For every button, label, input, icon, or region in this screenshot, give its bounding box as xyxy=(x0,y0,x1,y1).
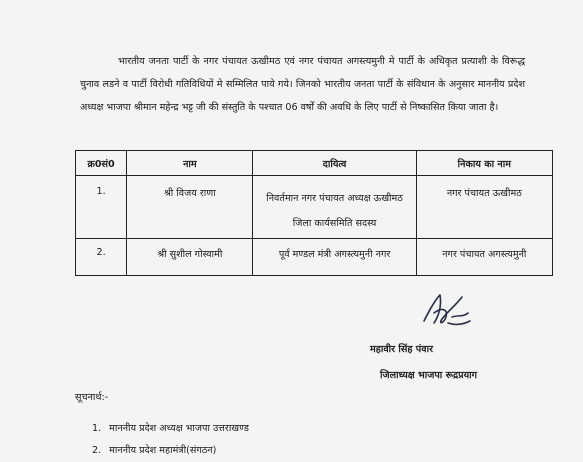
copy-to-list xyxy=(92,418,249,462)
row-serial: 2. xyxy=(76,239,127,276)
header-role: दायित्व xyxy=(253,151,416,176)
row-name: श्री विजय राणा xyxy=(127,176,253,239)
list-item-number: 1. xyxy=(92,423,102,434)
row-role-line: निवर्तमान नगर पंचायत अध्यक्ष ऊखीमठ xyxy=(266,193,403,204)
notice-heading: सूचनार्थ:- xyxy=(75,392,109,403)
list-item-text: माननीय प्रदेश महामंत्री(संगठन) xyxy=(109,445,217,456)
table-header-row xyxy=(76,151,553,176)
row-name: श्री सुशील गोस्वामी xyxy=(127,239,253,276)
table-row xyxy=(76,239,553,276)
row-serial: 1. xyxy=(76,176,127,239)
row-role xyxy=(253,239,416,276)
header-serial: क्र0सं0 xyxy=(76,151,127,176)
row-body: नगर पंचायत ऊखीमठ xyxy=(416,176,552,239)
list-item-text: माननीय प्रदेश अध्यक्ष भाजपा उत्तराखण्ड xyxy=(109,423,249,434)
list-item xyxy=(92,440,249,462)
list-item xyxy=(92,418,249,440)
row-role-line: जिला कार्यसमिति सदस्य xyxy=(292,218,377,229)
header-name: नाम xyxy=(127,151,253,176)
row-body: नगर पंचायत अगस्त्यमुनी xyxy=(416,239,552,276)
letter-paragraph: भारतीय जनता पार्टी के नगर पंचायत ऊखीमठ एवं नगर पंचायत अगस्त्यमुनी मे पार्टी के अधिकृत प्रत्याशी के विरूद्ध चुनाव लडने व पार्टी विरोधी गतिविधियों मे सम्मिलित पाये गये। जिनको भारतीय जनता पार्टी के संविधान के अनुसार माननीय प्रदेश अध्यक्ष भाजपा श्रीमान महेन्द्र भट्ट जी की संस्तुति के पश्चात 06 वर्षों की अवधि के लिए पार्टी से निष्कासित किया जाता है। xyxy=(80,55,525,113)
list-item-number: 2. xyxy=(92,445,102,456)
signatory-name: महावीर सिंह पंवार xyxy=(370,344,433,355)
row-role xyxy=(253,176,416,239)
table-row xyxy=(76,176,553,239)
handwritten-signature xyxy=(418,287,474,335)
row-role-line: पूर्व मण्डल मंत्री अगस्त्यमुनी नगर xyxy=(278,249,391,260)
header-body: निकाय का नाम xyxy=(416,151,552,176)
signatory-title: जिलाध्यक्ष भाजपा रूद्रप्रयाग xyxy=(380,370,478,381)
expelled-members-table xyxy=(75,150,553,276)
